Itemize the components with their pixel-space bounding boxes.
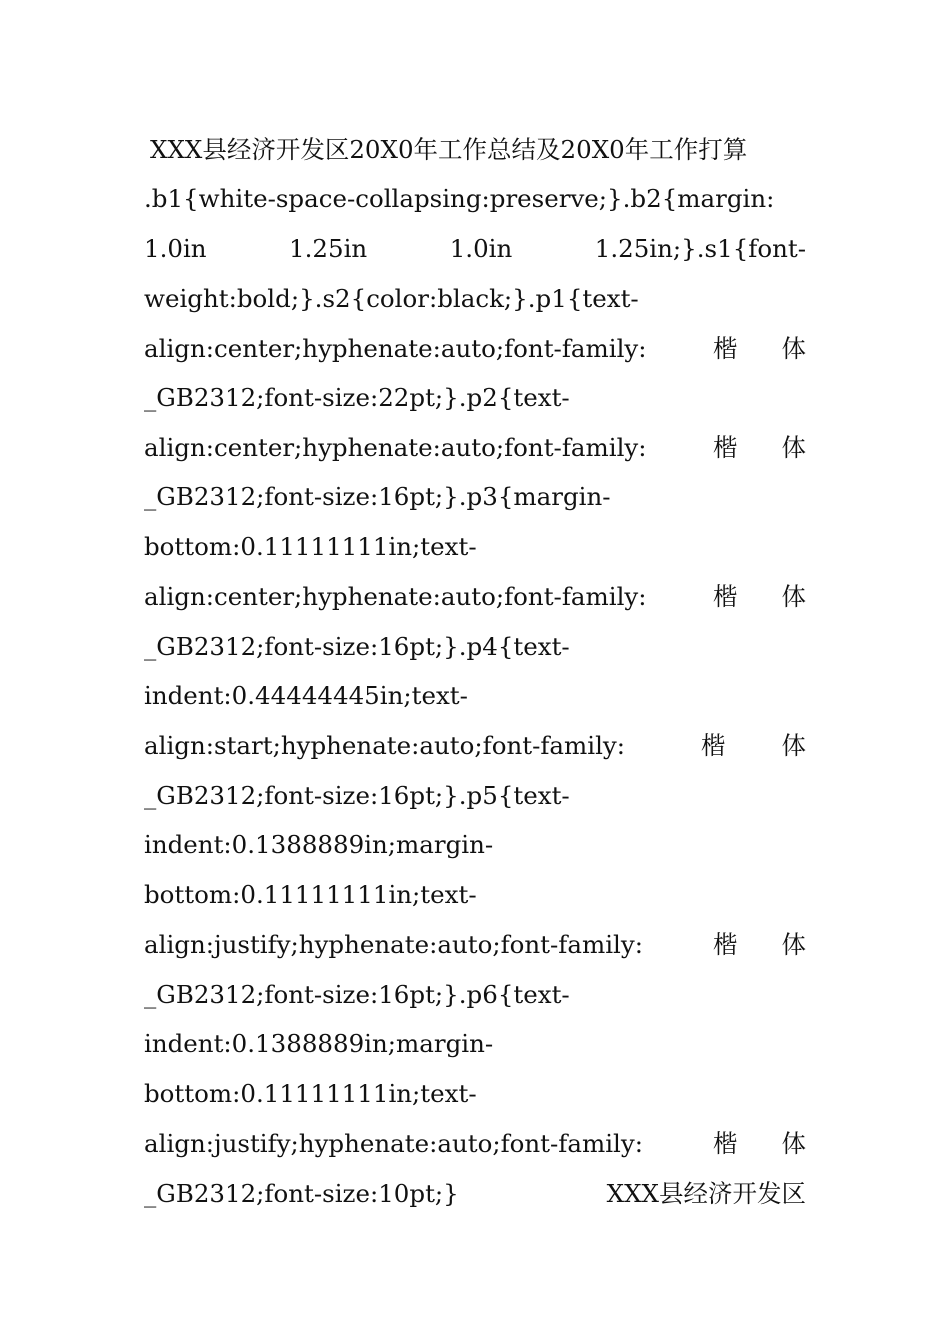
text-line: _GB2312;font-size:16pt;}.p4{text- bbox=[144, 632, 570, 661]
text-line bbox=[144, 928, 806, 962]
text-fragment: 楷 bbox=[713, 1129, 738, 1158]
text-fragment: 楷 bbox=[713, 582, 738, 611]
text-line: indent:0.1388889in;margin- bbox=[144, 1029, 494, 1058]
text-line: bottom:0.11111111in;text- bbox=[144, 532, 477, 561]
text-fragment: 体 bbox=[781, 1129, 806, 1158]
text-fragment: 体 bbox=[781, 731, 806, 760]
text-line bbox=[144, 580, 806, 614]
document-title: XXX县经济开发区20X0年工作总结及20X0年工作打算 bbox=[150, 135, 748, 164]
text-fragment: 楷 bbox=[713, 930, 738, 959]
text-fragment: 1.25in bbox=[289, 234, 368, 263]
text-line: bottom:0.11111111in;text- bbox=[144, 1079, 477, 1108]
text-fragment: 楷 bbox=[713, 334, 738, 363]
text-fragment: 体 bbox=[781, 433, 806, 462]
text-fragment: 楷 bbox=[713, 433, 738, 462]
text-line bbox=[144, 1177, 806, 1211]
text-line: .b1{white-space-collapsing:preserve;}.b2{margin: bbox=[144, 184, 775, 213]
text-line: indent:0.44444445in;text- bbox=[144, 681, 468, 710]
text-line bbox=[144, 1127, 806, 1161]
text-line: _GB2312;font-size:22pt;}.p2{text- bbox=[144, 383, 570, 412]
text-line: weight:bold;}.s2{color:black;}.p1{text- bbox=[144, 284, 639, 313]
text-fragment: 1.25in;}.s1{font- bbox=[594, 234, 806, 263]
text-fragment: 楷 bbox=[701, 731, 726, 760]
text-line: _GB2312;font-size:16pt;}.p6{text- bbox=[144, 980, 570, 1009]
text-line bbox=[144, 431, 806, 465]
text-fragment: align:justify;hyphenate:auto;font-family: bbox=[144, 1129, 643, 1158]
text-fragment: XXX县经济开发区 bbox=[606, 1179, 806, 1208]
text-fragment: align:center;hyphenate:auto;font-family: bbox=[144, 433, 647, 462]
text-line bbox=[144, 232, 806, 266]
text-fragment: 体 bbox=[781, 582, 806, 611]
text-fragment: 体 bbox=[781, 334, 806, 363]
text-fragment: align:start;hyphenate:auto;font-family: bbox=[144, 731, 626, 760]
text-line: bottom:0.11111111in;text- bbox=[144, 880, 477, 909]
text-fragment: 1.0in bbox=[449, 234, 513, 263]
text-line: indent:0.1388889in;margin- bbox=[144, 830, 494, 859]
text-fragment: align:center;hyphenate:auto;font-family: bbox=[144, 334, 647, 363]
text-line: _GB2312;font-size:16pt;}.p5{text- bbox=[144, 781, 570, 810]
text-line bbox=[144, 729, 806, 763]
text-line: _GB2312;font-size:16pt;}.p3{margin- bbox=[144, 482, 611, 511]
text-line bbox=[144, 332, 806, 366]
text-fragment: align:justify;hyphenate:auto;font-family: bbox=[144, 930, 643, 959]
text-fragment: align:center;hyphenate:auto;font-family: bbox=[144, 582, 647, 611]
text-fragment: 体 bbox=[781, 930, 806, 959]
text-fragment: 1.0in bbox=[144, 234, 207, 263]
text-fragment: _GB2312;font-size:10pt;} bbox=[144, 1179, 459, 1208]
